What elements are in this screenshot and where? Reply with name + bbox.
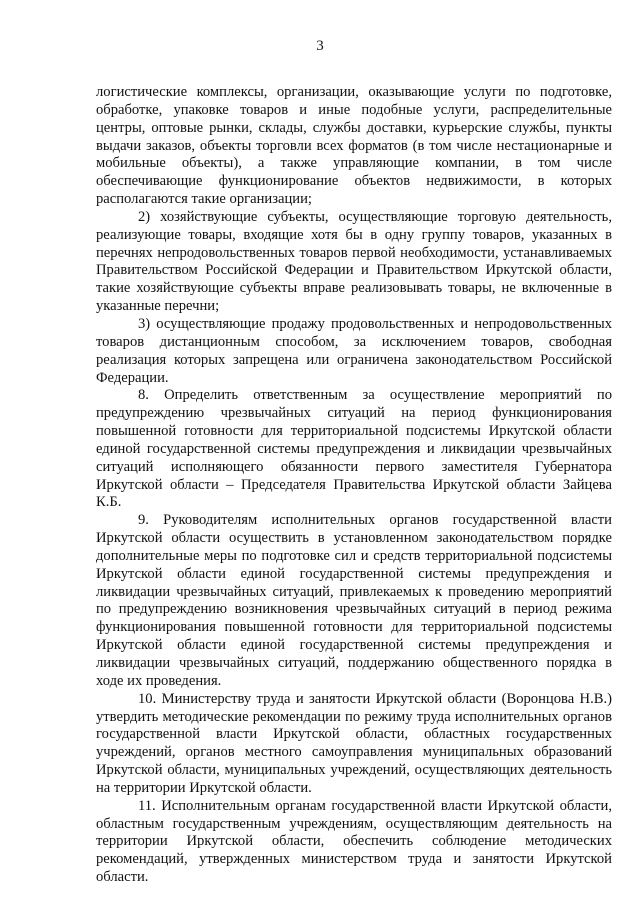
paragraph-continuation: логистические комплексы, организации, оказывающие услуги по подготовке, обработке, упаковке товаров и иные подобные услуги, распределительные центры, оптовые рынки, склады, службы доставки, курьерские службы, пункты выдачи заказов, объекты торговли всех форматов (в том числе нестационарные и мобильные объекты), а также управляющие компании, в том числе обеспечивающие функционирование объектов недвижимости, в которых располагаются такие организации; — [96, 84, 612, 208]
paragraph-clause-10: 10. Министерству труда и занятости Иркутской области (Воронцова Н.В.) утвердить методические рекомендации по режиму труда исполнительных органов государственной власти Иркутской области, областных государственных учреждений, органов местного самоуправления муниципальных образований Иркутской области, муниципальных учреждений, осуществляющих деятельность на территории Иркутской области. — [96, 690, 612, 796]
paragraph-item-2: 2) хозяйствующие субъекты, осуществляющие торговую деятельность, реализующие товары, входящие хотя бы в одну группу товаров, указанных в перечнях непродовольственных товаров первой необходимости, устанавливаемых Правительством Российской Федерации и Правительством Иркутской области, такие хозяйствующие субъекты вправе реализовывать товары, не включенные в указанные перечни; — [96, 208, 612, 315]
document-body — [96, 84, 612, 887]
paragraph-clause-9: 9. Руководителям исполнительных органов государственной власти Иркутской области осуществить в установленном законодательством порядке дополнительные меры по подготовке сил и средств территориальной подсистемы Иркутской области единой государственной системы предупреждения и ликвидации чрезвычайных ситуаций, привлекаемых к проведению мероприятий по предупреждению возникновения чрезвычайных ситуаций в период режима функционирования повышенной готовности для территориальной подсистемы Иркутской области единой государственной системы предупреждения и ликвидации чрезвычайных ситуаций, поддержанию общественного порядка в ходе их проведения. — [96, 512, 612, 689]
page-number: 3 — [316, 38, 324, 54]
paragraph-clause-8: 8. Определить ответственным за осуществление мероприятий по предупреждению чрезвычайных ситуаций на период функционирования повышенной готовности для территориальной подсистемы Иркутской области единой государственной системы предупреждения и ликвидации чрезвычайных ситуаций исполняющего обязанности первого заместителя Губернатора Иркутской области – Председателя Правительства Иркутской области Зайцева К.Б. — [96, 387, 612, 511]
paragraph-item-3: 3) осуществляющие продажу продовольственных и непродовольственных товаров дистанционным способом, за исключением товаров, свободная реализация которых запрещена или ограничена законодательством Российской Федерации. — [96, 315, 612, 386]
paragraph-clause-11: 11. Исполнительным органам государственной власти Иркутской области, областным государственным учреждениям, осуществляющим деятельность на территории Иркутской области, обеспечить соблюдение методических рекомендаций, утвержденных министерством труда и занятости Иркутской области. — [96, 797, 612, 886]
